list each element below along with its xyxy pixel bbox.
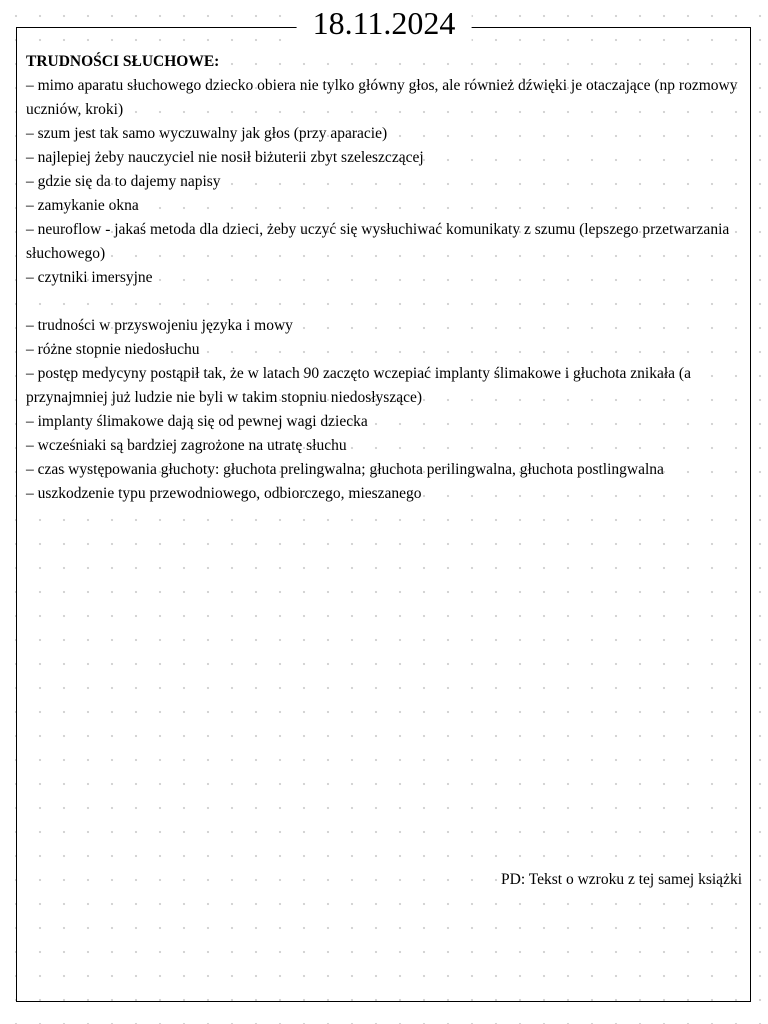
note-line: – gdzie się da to dajemy napisy	[26, 173, 221, 190]
notes-group-1	[26, 74, 742, 290]
note-line: – czytniki imersyjne	[26, 269, 153, 286]
notes-heading: TRUDNOŚCI SŁUCHOWE:	[26, 53, 220, 70]
note-line: – uszkodzenie typu przewodniowego, odbiorczego, mieszanego	[26, 485, 422, 502]
note-line: – szum jest tak samo wyczuwalny jak głos (przy aparacie)	[26, 125, 388, 142]
note-line: – neuroflow - jakaś metoda dla dzieci, żeby uczyć się wysłuchiwać komunikaty z szumu (lepszego przetwarzania słuchowego)	[26, 221, 730, 262]
page-date: 18.11.2024	[297, 3, 472, 43]
paragraph-spacer	[26, 290, 742, 314]
note-line: – mimo aparatu słuchowego dziecko obiera nie tylko główny głos, ale również dźwięki je otaczające (np rozmowy uczniów, kroki)	[26, 77, 738, 118]
note-line: – trudności w przyswojeniu języka i mowy	[26, 317, 293, 334]
note-line: – różne stopnie niedosłuchu	[26, 341, 200, 358]
notes-group-2	[26, 314, 742, 506]
notes-content	[26, 50, 742, 506]
note-line: – zamykanie okna	[26, 197, 139, 214]
note-line: – implanty ślimakowe dają się od pewnej wagi dziecka	[26, 413, 368, 430]
note-line: – najlepiej żeby nauczyciel nie nosił biżuterii zbyt szeleszczącej	[26, 149, 424, 166]
note-line: – wcześniaki są bardziej zagrożone na utratę słuchu	[26, 437, 347, 454]
footnote-text: PD: Tekst o wzroku z tej samej książki	[501, 871, 742, 888]
note-line: – czas występowania głuchoty: głuchota prelingwalna; głuchota perilingwalna, głuchota postlingwalna	[26, 461, 664, 478]
note-line: – postęp medycyny postąpił tak, że w latach 90 zaczęto wczepiać implanty ślimakowe i głuchota znikała (a przynajmniej już ludzie nie byli w takim stopniu niedosłyszące)	[26, 365, 691, 406]
